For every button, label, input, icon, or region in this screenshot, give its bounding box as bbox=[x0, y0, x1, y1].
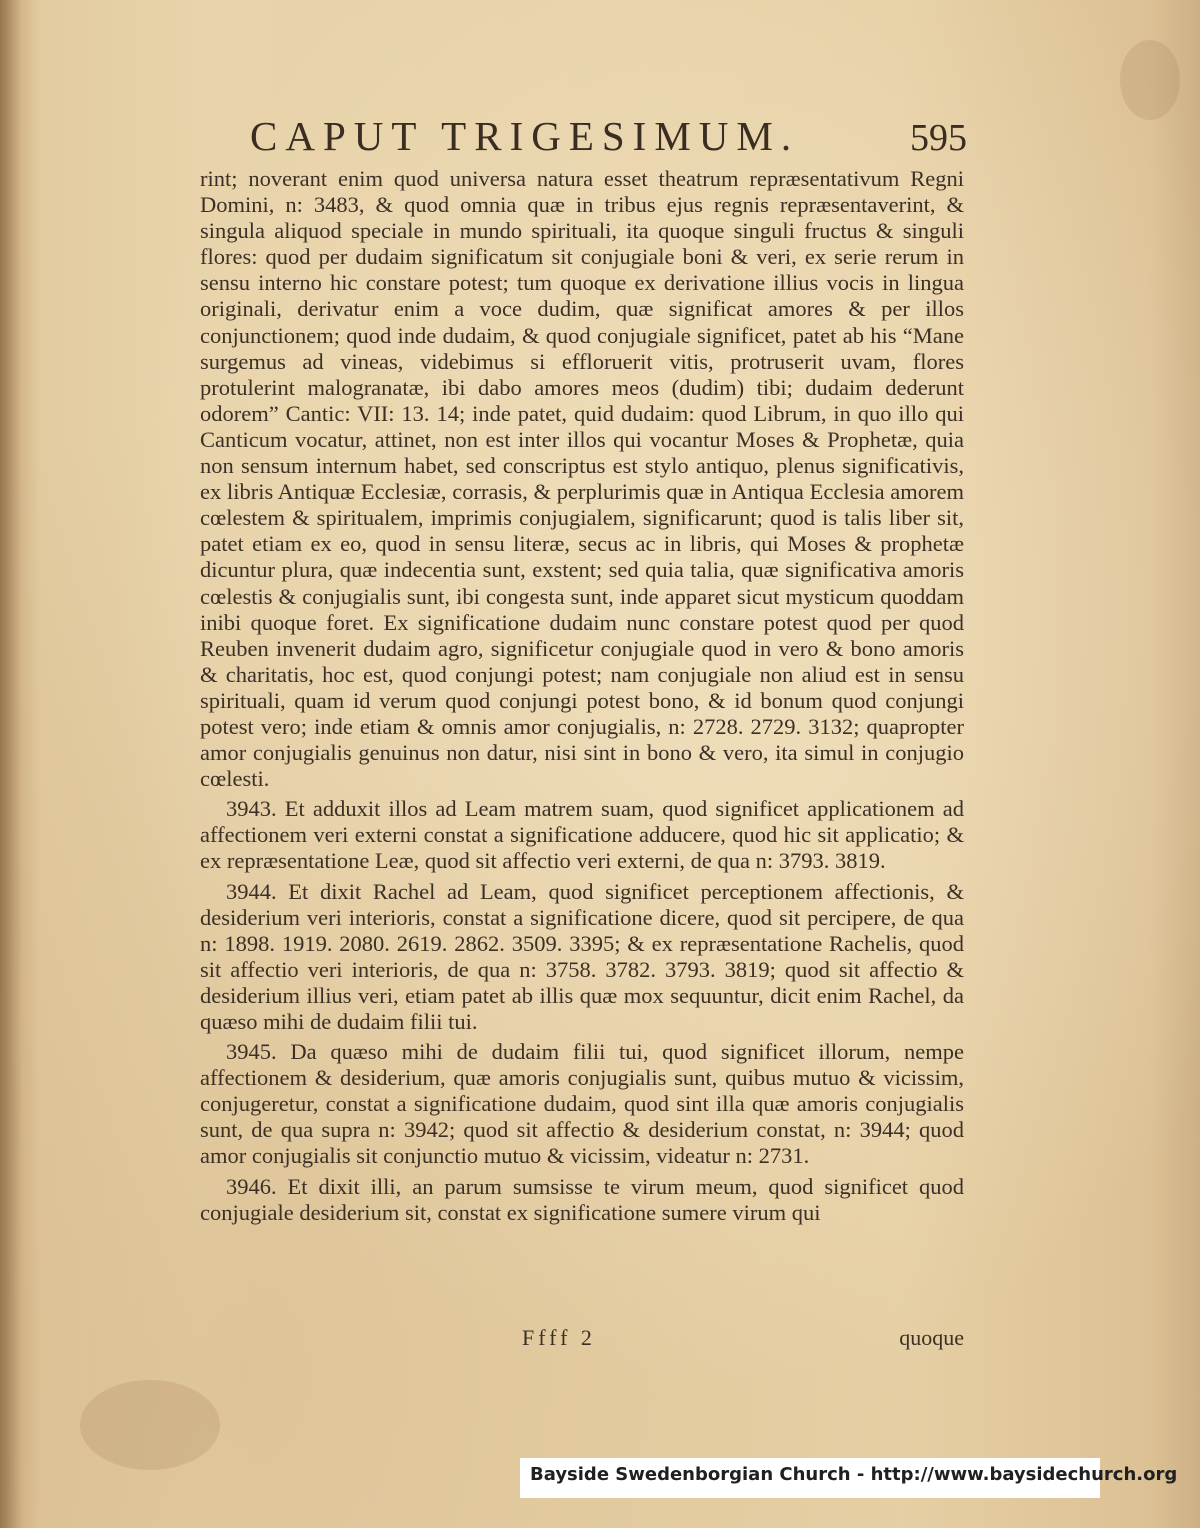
paragraph-3945: 3945. Da quæso mihi de dudaim filii tui, quod significet illorum, nempe affectionem & desiderium, quæ amoris conjugialis sunt, quibus mutuo & vicissim, conjugeretur, constat a significatione dudaim, quod sint illa quæ amoris conjugialis sunt, de qua supra n: 3942; quod sit affectio & desiderium constat, n: 3944; quod amor conjugialis sit conjunctio mutuo & vicissim, videatur n: 2731. bbox=[200, 1039, 964, 1169]
paragraph-3943: 3943. Et adduxit illos ad Leam matrem suam, quod significet applicationem ad affectionem veri externi constat a significatione adducere, quod hic sit applicatio; & ex repræsentatione Leæ, quod sit affectio veri externi, de qua n: 3793. 3819. bbox=[200, 796, 964, 874]
paragraph-3946: 3946. Et dixit illi, an parum sumsisse te virum meum, quod significet quod conjugiale desiderium sit, constat ex significatione sumere virum qui bbox=[200, 1173, 964, 1225]
watermark-banner bbox=[520, 1458, 1178, 1498]
catchword: quoque bbox=[899, 1325, 964, 1350]
page-footer bbox=[200, 1325, 964, 1355]
paper-stain bbox=[80, 1380, 220, 1470]
page-header bbox=[250, 112, 975, 164]
running-title: CAPUT TRIGESIMUM. bbox=[250, 113, 800, 159]
paragraph-3944: 3944. Et dixit Rachel ad Leam, quod significet perceptionem affectionis, & desiderium veri interioris, constat a significatione dicere, quod sit percipere, de qua n: 1898. 1919. 2080. 2619. 2862. 3509. 3395; & ex repræsentatione Rachelis, quod sit affectio veri interioris, de qua n: 3758. 3782. 3793. 3819; quod sit affectio & desiderium illius veri, etiam patet ab illis quæ mox sequuntur, dicit enim Rachel, da quæso mihi de dudaim filii tui. bbox=[200, 878, 964, 1034]
page-gutter-shadow bbox=[0, 0, 22, 1528]
paragraph-continuation: rint; noverant enim quod universa natura esset theatrum repræsentativum Regni Domini, n: 3483, & quod omnia quæ in tribus ejus regnis repræsentaverint, & singula aliquod speciale in mundo spirituali, ita quoque singuli fructus & singuli flores: quod per dudaim significatum sit conjugiale boni & veri, ex serie rerum in sensu interno hic constare potest; tum quoque ex derivatione illius vocis in lingua originali, derivatur enim a voce dudim, quæ significat amores & per illos conjunctionem; quod inde dudaim, & quod conjugiale significet, patet ab his “Mane surgemus ad vineas, videbimus si effloruerit vitis, protruserit uvam, flores protulerint malogranatæ, ibi dabo amores meos (dudim) tibi; dudaim dederunt odorem” Cantic: VII: 13. 14; inde patet, quid dudaim: quod Librum, in quo illo qui Canticum vocatur, attinet, non est inter illos qui vocantur Moses & Prophetæ, quia non sensum internum habet, sed conscriptus est stylo antiquo, plenus significativis, ex libris Antiquæ Ecclesiæ, corrasis, & perplurimis quæ in Antiqua Ecclesia amorem cœlestem & spiritualem, imprimis conjugialem, significarunt; quod is talis liber sit, patet etiam ex eo, quod in sensu literæ, secus ac in libris, qui Moses & prophetæ dicuntur plura, quæ indecentia sunt, exstent; sed quia talia, quæ significativa amoris cœlestis & conjugialis sunt, ibi congesta sunt, inde apparet sicut mysticum quoddam inibi quoque foret. Ex significatione dudaim nunc constare potest quod per quod Reuben invenerit dudaim agro, significetur conjugiale quod in vero & bono amoris & charitatis, hoc est, quod conjungi potest; nam conjugiale non aliud est in sensu spirituali, quam id verum quod conjungi potest bono, & id bonum quod conjungi potest vero; inde etiam & omnis amor conjugialis, n: 2728. 2729. 3132; quapropter amor conjugialis genuinus non datur, nisi sint in bono & vero, ita simul in conjugio cœlesti. bbox=[200, 166, 964, 792]
watermark-text: Bayside Swedenborgian Church - http://www.baysidechurch.org bbox=[530, 1464, 1178, 1485]
page-number: 595 bbox=[910, 117, 967, 159]
paper-stain bbox=[1120, 40, 1180, 120]
page-body-text bbox=[200, 166, 964, 1226]
signature-mark: Ffff 2 bbox=[522, 1325, 596, 1350]
